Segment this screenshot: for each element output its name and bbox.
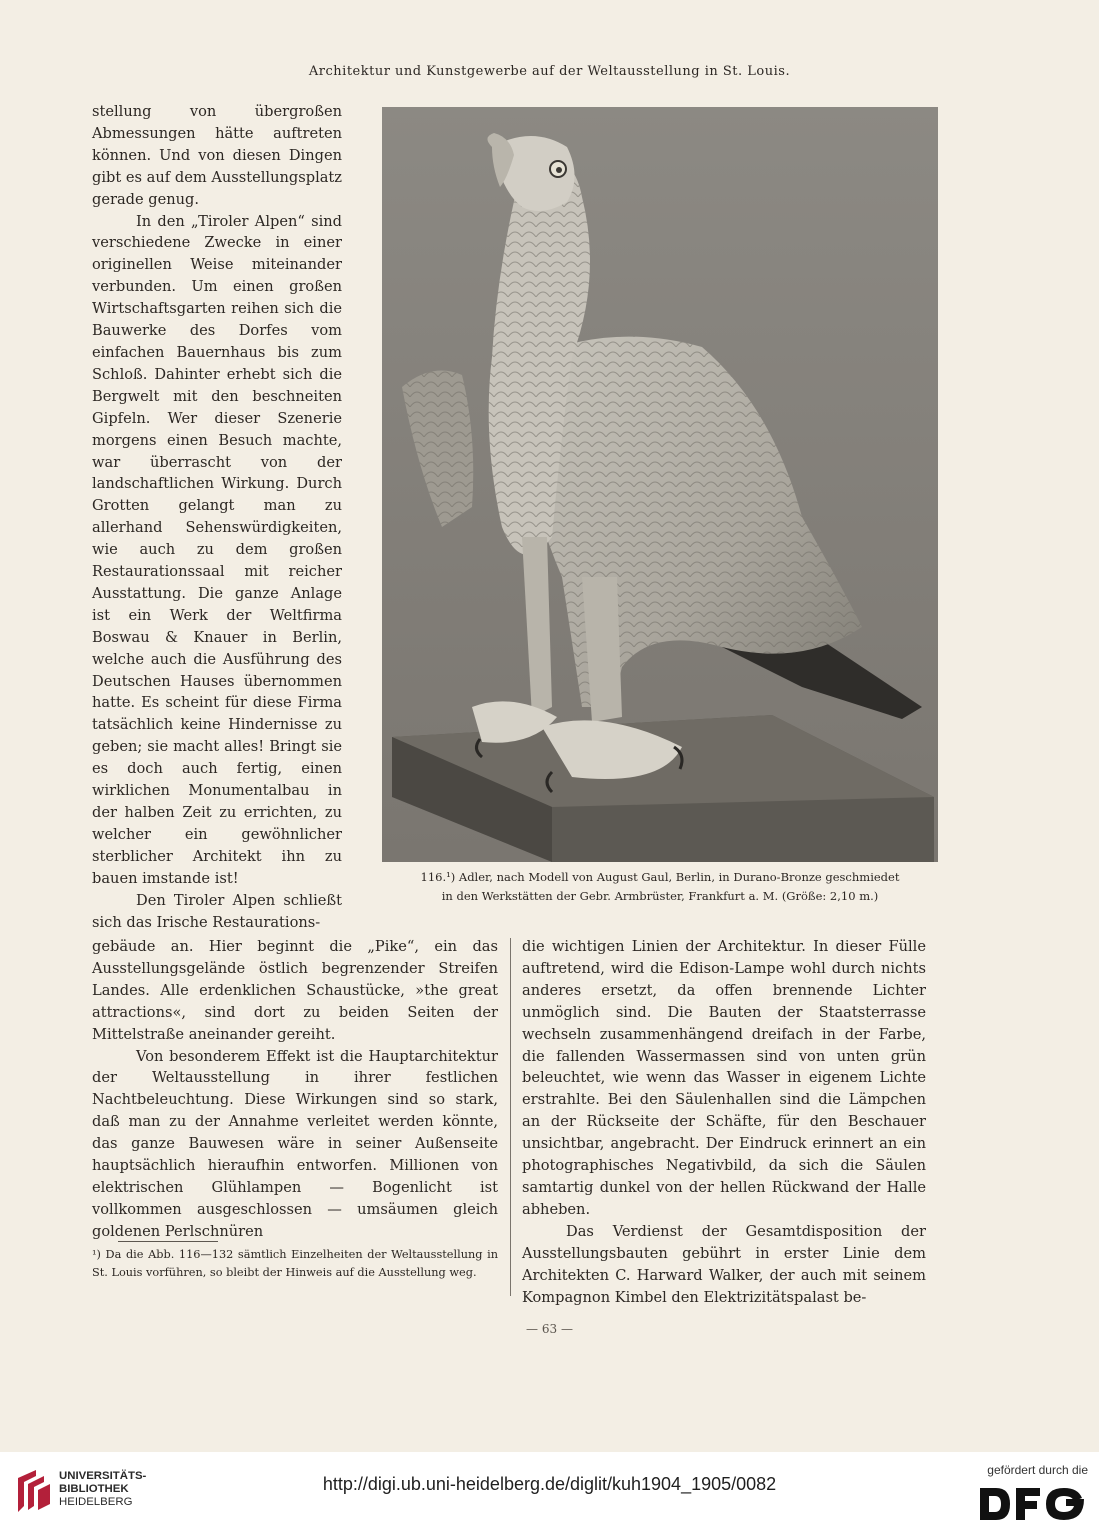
page-number: — 63 — — [526, 1322, 573, 1336]
eagle-photograph — [382, 107, 938, 862]
running-title: Architektur und Kunstgewerbe auf der Weltausstellung in St. Louis. — [308, 64, 791, 79]
left-column-upper — [92, 101, 342, 933]
library-name-line: UNIVERSITÄTS- — [59, 1470, 147, 1482]
library-name-line: BIBLIOTHEK — [59, 1483, 129, 1495]
footnote-rule — [118, 1241, 218, 1242]
paragraph: Das Verdienst der Gesamtdisposition der Ausstellungsbauten gebührt in erster Linie dem Architekten C. Harward Walker, der auch mit seinem Kompagnon Kimbel den Elektrizitätspalast be- — [522, 1222, 926, 1306]
dfg-logo-icon[interactable] — [978, 1484, 1088, 1528]
library-name-line: HEIDELBERG — [59, 1496, 133, 1508]
funding-label: gefördert durch die — [987, 1463, 1088, 1477]
paragraph: die wichtigen Linien der Architektur. In dieser Fülle auftretend, wird die Edison-Lampe wohl durch nichts anderes ersetzt, da offen brennende Lichter unmöglich sind. Die Bauten der Staatsterrasse wechseln zusammenhängend dreifach in der Farbe, die fallenden Wassermassen sind von unten grün beleuchtet, wie wenn das Wasser in eigenem Lichte erstrahlte. Bei den Säulenhallen sind die Lämpchen an der Rückseite der Schäfte, für den Beschauer unsichtbar, angebracht. Der Eindruck erinnert an ein photographisches Negativbild, da sich die Säulen samtartig dunkel von der hellen Rückwand der Halle abheben. — [522, 938, 926, 1218]
figure-caption — [360, 868, 960, 906]
footnote: ¹) Da die Abb. 116—132 sämtlich Einzelheiten der Weltausstellung in St. Louis vorführen, so bleibt der Hinweis auf die Ausstellung weg. — [92, 1248, 498, 1279]
figure-caption-line-2: in den Werkstätten der Gebr. Armbrüster, Frankfurt a. M. (Größe: 2,10 m.) — [441, 889, 879, 903]
paragraph: In den „Tiroler Alpen“ sind verschiedene Zwecke in einer originellen Weise miteinander verbunden. Um einen großen Wirtschaftsgarten reihen sich die Bauwerke des Dorfes vom einfachen Bauernhaus bis zum Schloß. Dahinter erhebt sich die Bergwelt mit den beschneiten Gipfeln. Wer dieser Szenerie morgens einen Besuch machte, war überrascht von der landschaftlichen Wirkung. Durch Grotten gelangt man zu allerhand Sehenswürdigkeiten, wie auch zu dem großen Restaurationssaal mit reicher Ausstattung. Die ganze Anlage ist ein Werk der Weltfirma Boswau & Knauer in Berlin, welche auch die Ausführung des Deutschen Hauses übernommen hatte. Es scheint für diese Firma tatsächlich keine Hindernisse zu geben; sie macht alles! Bringt sie es doch auch fertig, einen wirklichen Monumentalbau in der halben Zeit zu errichten, zu welcher ein gewöhnlicher sterblicher Architekt ihn zu bauen imstande ist! — [92, 212, 342, 887]
paragraph: gebäude an. Hier beginnt die „Pike“, ein das Ausstellungsgelände östlich begrenzender Streifen Landes. Alle erdenklichen Schaustücke, »the great attractions«, sind dort zu beiden Seiten der Mittelstraße aneinander gereiht. — [92, 938, 498, 1043]
permalink-url[interactable]: http://digi.ub.uni-heidelberg.de/diglit/kuh1904_1905/0082 — [322, 1474, 777, 1494]
paragraph: stellung von übergroßen Abmessungen hätte auftreten können. Und von diesen Dingen gibt es auf dem Ausstellungsplatz gerade genug. — [92, 103, 342, 208]
left-column-lower — [92, 936, 498, 1243]
paragraph: Von besonderem Effekt ist die Hauptarchitektur der Weltausstellung in ihrer festlichen Nachtbeleuchtung. Diese Wirkungen sind so stark, daß man zu der Annahme verleitet werden könnte, das ganze Bauwesen wäre in seiner Außenseite hauptsächlich hieraufhin entworfen. Millionen von elektrischen Glühlampen — Bogenlicht ist vollkommen ausgeschlossen — umsäumen gleich goldenen Perlschnüren — [92, 1047, 498, 1240]
figure-caption-line-1: 116.¹) Adler, nach Modell von August Gaul, Berlin, in Durano-Bronze geschmiedet — [420, 870, 900, 884]
paragraph: Den Tiroler Alpen schließt sich das Irische Restaurations- — [92, 891, 342, 931]
column-divider — [510, 938, 511, 1296]
right-column-lower — [522, 936, 926, 1308]
